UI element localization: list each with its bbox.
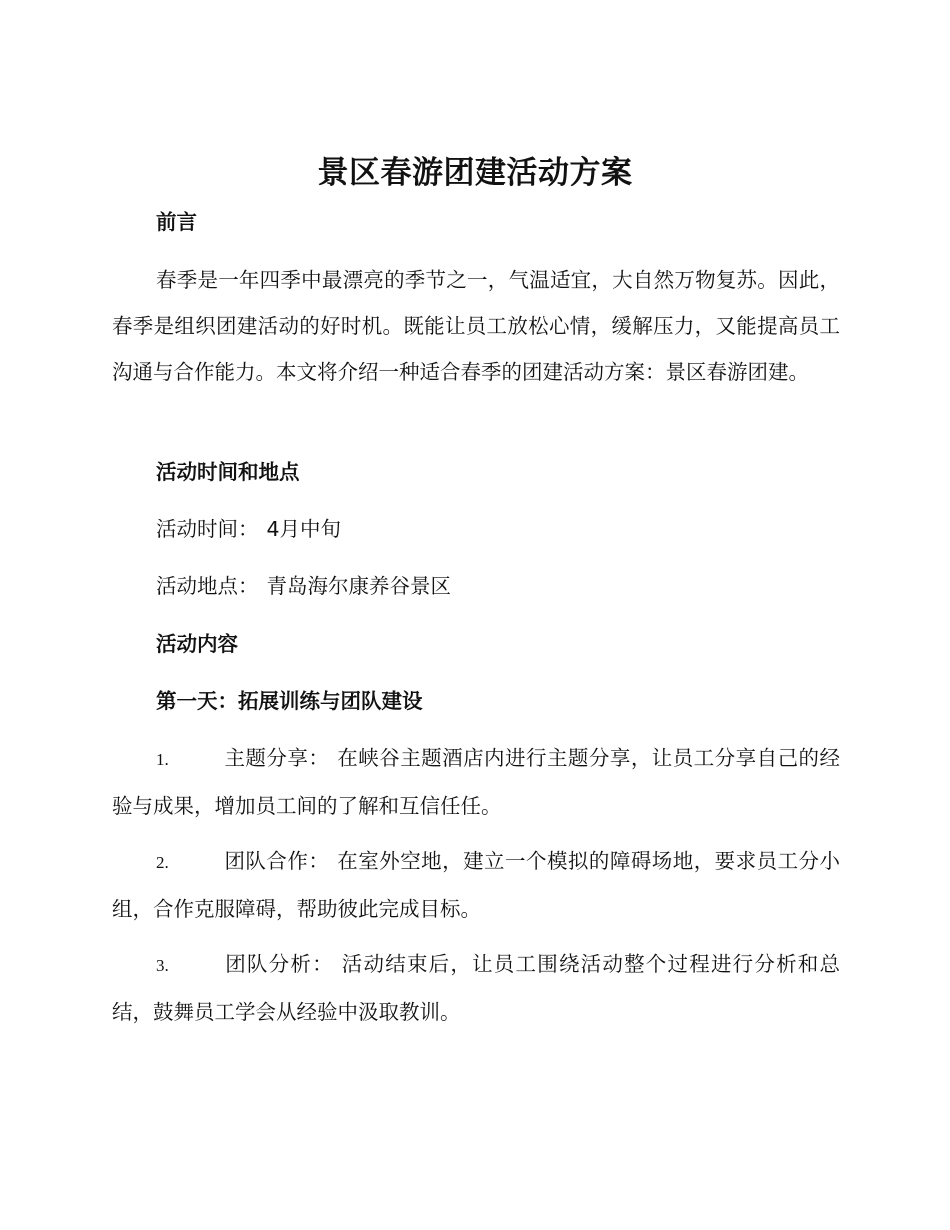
activity-time-label: 活动时间： xyxy=(156,517,259,541)
activity-time-line xyxy=(112,506,884,552)
list-item-label: 团队分析： xyxy=(224,952,334,976)
list-item xyxy=(112,838,840,932)
activity-place-value: 青岛海尔康养谷景区 xyxy=(266,574,451,598)
list-item-text: 活动结束后，让员工围绕活动整个过程进行分析和总结，鼓舞员工学会从经验中汲取教训。 xyxy=(112,952,841,1024)
document-title: 景区春游团建活动方案 xyxy=(317,155,633,191)
activity-place-line xyxy=(112,563,884,609)
preface-heading: 前言 xyxy=(156,210,197,234)
time-place-heading: 活动时间和地点 xyxy=(156,460,300,484)
list-item xyxy=(112,735,840,829)
list-item-number: 3. xyxy=(156,956,169,975)
preface-paragraph: 春季是一年四季中最漂亮的季节之一，气温适宜，大自然万物复苏。因此，春季是组织团建活动的好时机。既能让员工放松心情，缓解压力，又能提高员工沟通与合作能力。本文将介绍一种适合春季的团建活动方案：景区春游团建。 xyxy=(112,268,840,384)
list-item-label: 团队合作： xyxy=(224,849,330,873)
list-item-text: 在室外空地，建立一个模拟的障碍场地，要求员工分小组，合作克服障碍，帮助彼此完成目标。 xyxy=(112,849,841,921)
activity-place-label: 活动地点： xyxy=(156,574,259,598)
list-item xyxy=(112,941,840,1035)
list-item-number: 1. xyxy=(156,750,169,769)
activity-time-value: 4月中旬 xyxy=(266,517,342,541)
list-item-text: 在峡谷主题酒店内进行主题分享，让员工分享自己的经验与成果，增加员工间的了解和互信任任。 xyxy=(112,746,841,818)
day1-heading: 第一天：拓展训练与团队建设 xyxy=(156,689,423,713)
list-item-label: 主题分享： xyxy=(224,746,330,770)
content-heading: 活动内容 xyxy=(156,632,238,656)
list-item-number: 2. xyxy=(156,853,169,872)
